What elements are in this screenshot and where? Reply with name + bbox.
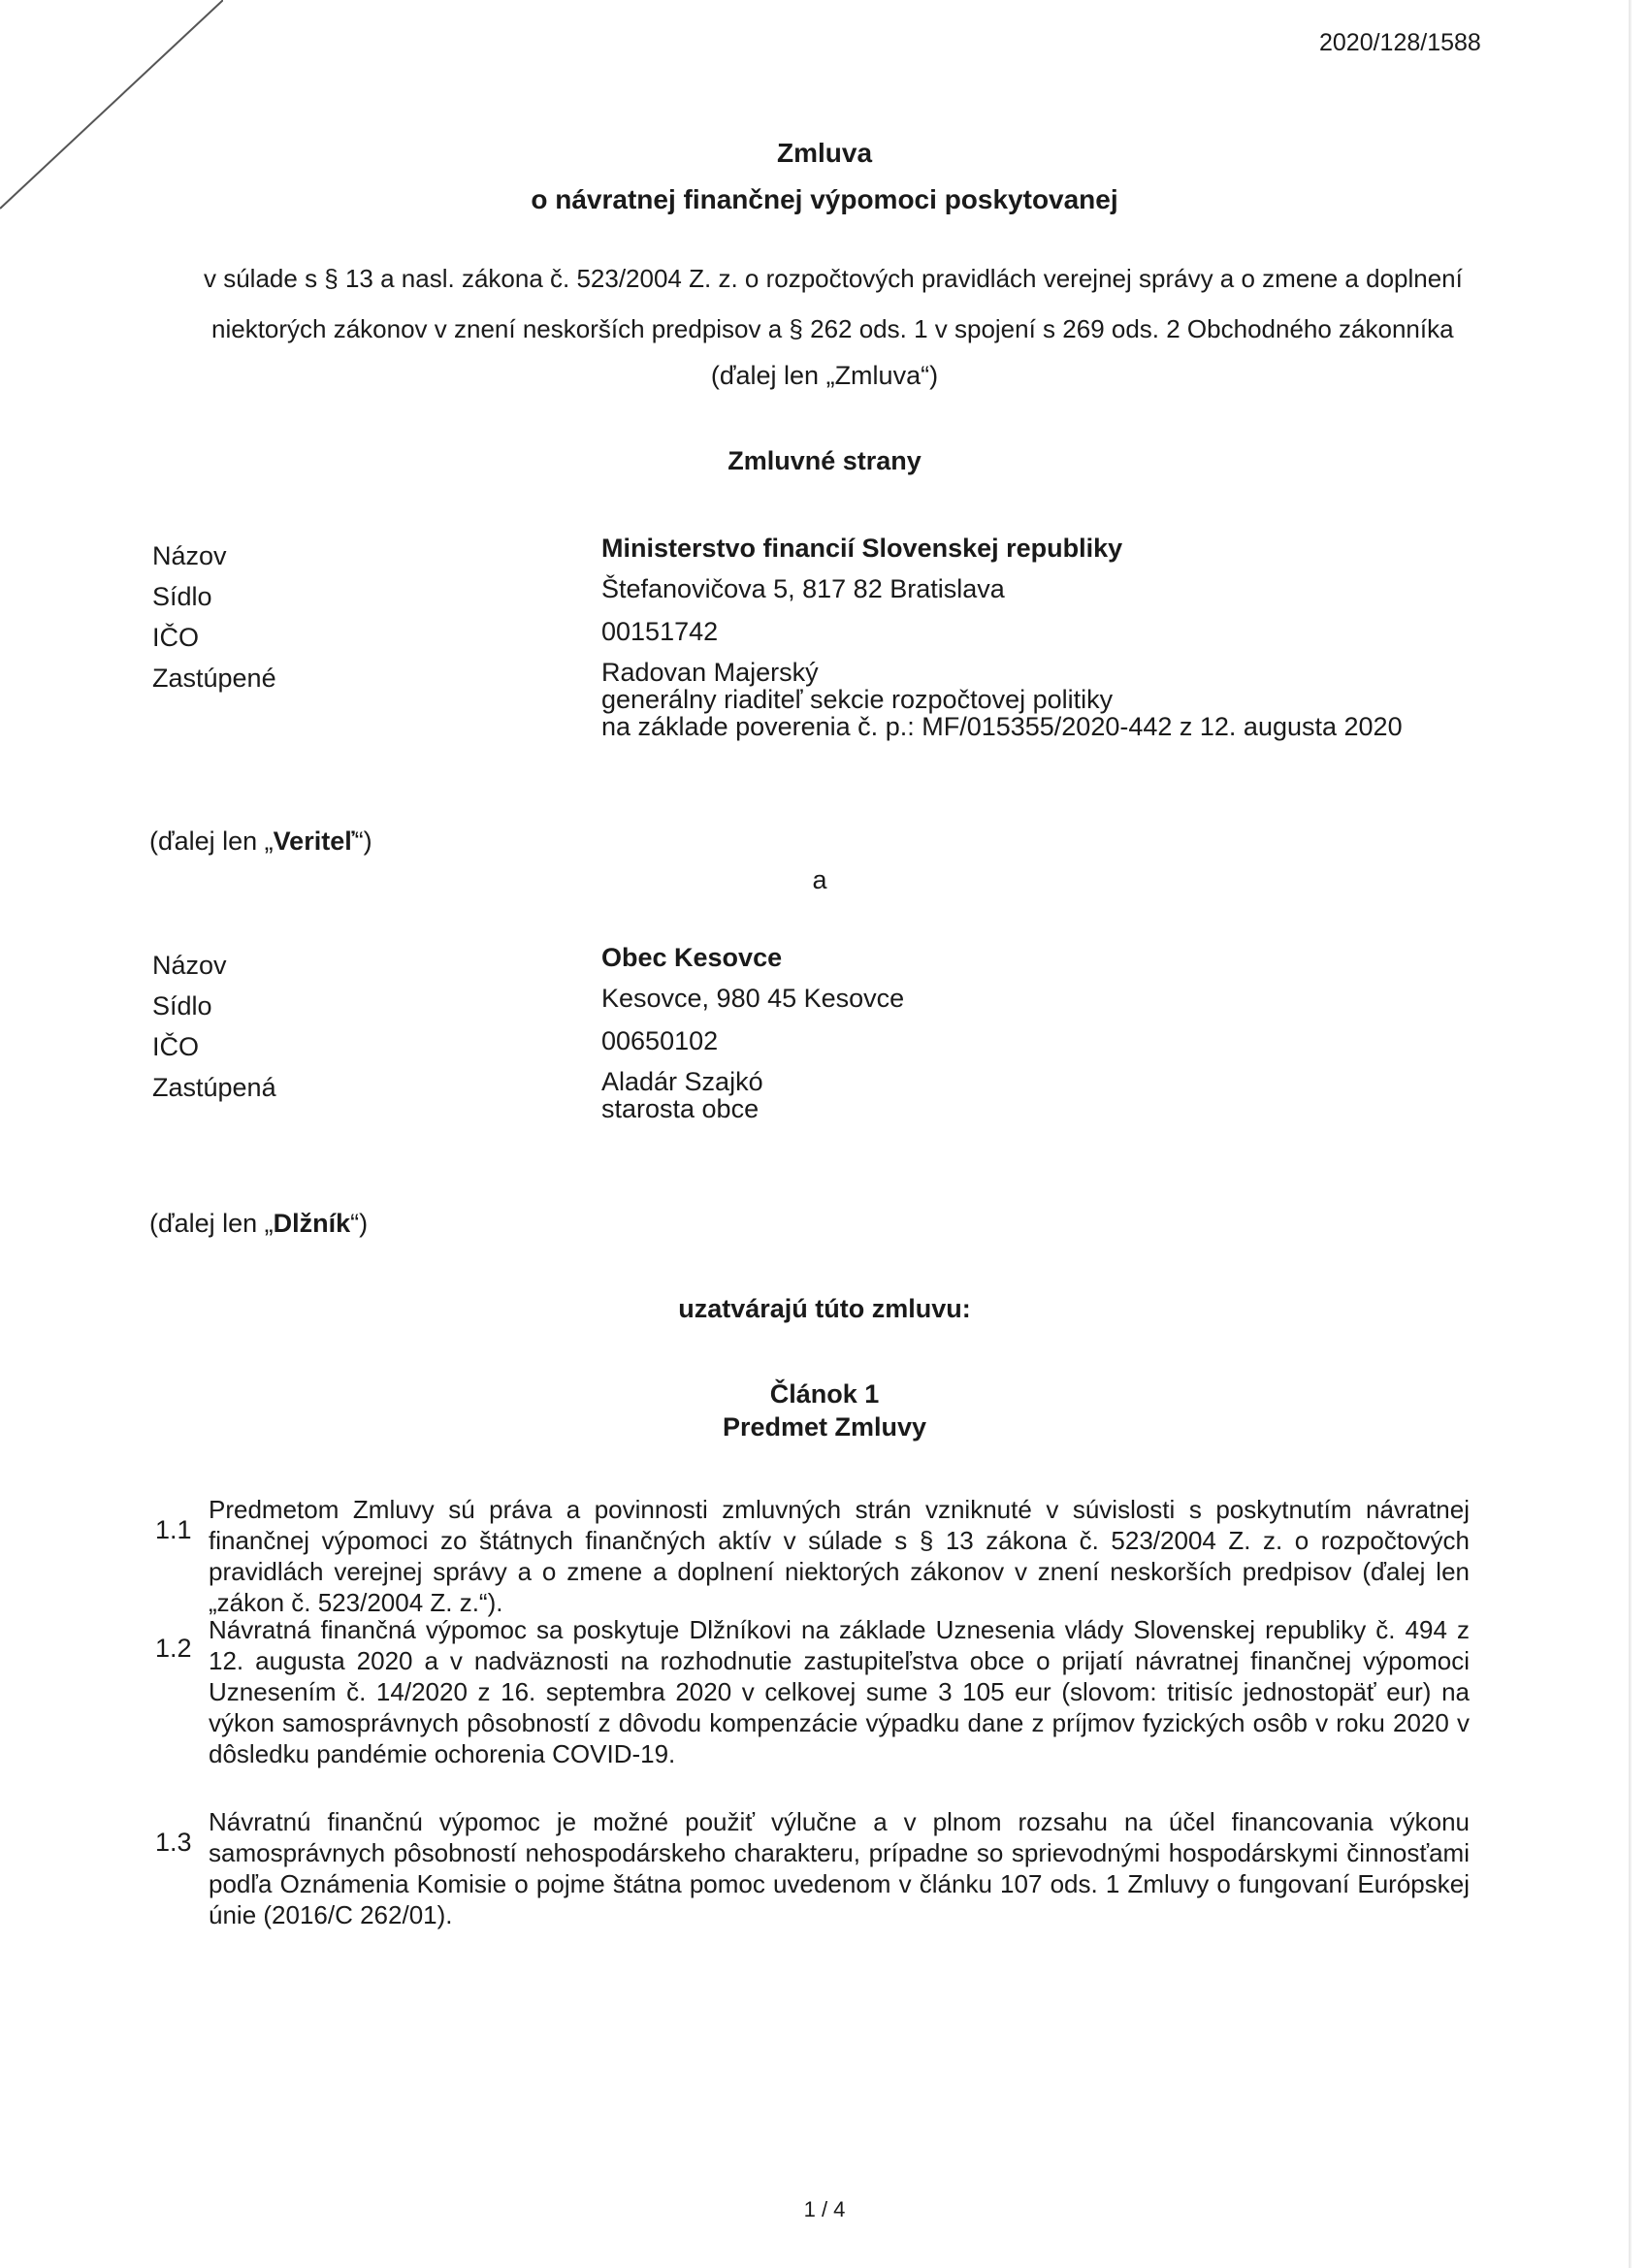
creditor-rep-mandate: na základe poverenia č. p.: MF/015355/2020-442 z 12. augusta 2020 (601, 712, 1403, 741)
dalej-veritel: (ďalej len „Veriteľ“) (149, 826, 372, 856)
paragraph-text: Návratná finančná výpomoc sa poskytuje Dlžníkovi na základe Uznesenia vlády Slovenskej republiky č. 494 z 12. augusta 2020 a v nadväznosti na rozhodnutie zastupiteľstva obce o prijatí návratnej finančnej výpomoci Uznesením č. 14/2020 z 16. septembra 2020 v celkovej sume 3 105 eur (slovom: tritisíc jednostopäť eur) na výkon samosprávnych pôsobností z dôvodu kompenzácie výpadku dane z príjmov fyzických osôb v roku 2020 v dôsledku pandémie ochorenia COVID-19. (209, 1615, 1470, 1768)
debtor-name: Obec Kesovce (601, 943, 783, 972)
paragraph-text: Predmetom Zmluvy sú práva a povinnosti zmluvných strán vzniknuté v súvislosti s poskytnutím návratnej finančnej výpomoci zo štátnych finančných aktív v súlade s § 13 zákona č. 523/2004 Z. z. o rozpočtových pravidlách verejnej správy a o zmene a doplnení niektorých zákonov v znení neskorších predpisov (ďalej len „zákon č. 523/2004 Z. z.“). (209, 1495, 1470, 1617)
paragraph-number: 1.2 (155, 1634, 192, 1663)
creditor-label-seat: Sídlo (152, 582, 212, 611)
creditor-label-ico: IČO (152, 623, 200, 652)
creditor-label-name: Názov (152, 541, 227, 570)
article-subtitle: Predmet Zmluvy (722, 1412, 927, 1442)
debtor-label-ico: IČO (152, 1032, 200, 1061)
dalej-dlznik: (ďalej len „Dlžník“) (149, 1209, 369, 1238)
creditor-ico: 00151742 (601, 617, 719, 646)
debtor-rep-role: starosta obce (601, 1094, 760, 1123)
creditor-name: Ministerstvo financií Slovenskej republiky (601, 534, 1123, 563)
scan-edge (1629, 0, 1632, 2268)
concluding-phrase: uzatvárajú túto zmluvu: (678, 1294, 971, 1323)
debtor-ico: 00650102 (601, 1026, 719, 1055)
dalej-zmluva: (ďalej len „Zmluva“) (710, 361, 939, 390)
debtor-label-name: Názov (152, 951, 227, 980)
article-title: Článok 1 (769, 1379, 880, 1409)
folded-corner-mark (0, 0, 223, 213)
paragraph-number: 1.3 (155, 1828, 192, 1857)
paragraph-number: 1.1 (155, 1515, 192, 1544)
creditor-label-rep: Zastúpené (152, 664, 276, 693)
legal-basis-line-2: niektorých zákonov v znení neskorších predpisov a § 262 ods. 1 v spojení s 269 ods. 2 Obchodného zákonníka (211, 314, 1454, 343)
creditor-rep-name: Radovan Majerský (601, 658, 819, 687)
legal-basis-line-1: v súlade s § 13 a nasl. zákona č. 523/2004 Z. z. o rozpočtových pravidlách verejnej správy a o zmene a doplnení (204, 264, 1463, 293)
creditor-address: Štefanovičova 5, 817 82 Bratislava (601, 574, 1005, 603)
conjunction-a: a (812, 865, 827, 894)
contract-title: Zmluva (776, 138, 873, 168)
debtor-label-seat: Sídlo (152, 991, 212, 1021)
debtor-address: Kesovce, 980 45 Kesovce (601, 984, 905, 1013)
page-number: 1 / 4 (803, 2197, 846, 2221)
parties-heading: Zmluvné strany (728, 446, 922, 475)
paragraph-text: Návratnú finančnú výpomoc je možné použiť výlučne a v plnom rozsahu na účel financovania výkonu samosprávnych pôsobností nehospodárskeho charakteru, prípadne so sprievodnými hospodárskymi činnosťami podľa Oznámenia Komisie o pojme štátna pomoc uvedenom v článku 107 ods. 1 Zmluvy o fungovaní Európskej únie (2016/C 262/01). (209, 1807, 1470, 1929)
document-number: 2020/128/1588 (1319, 29, 1481, 56)
contract-subtitle: o návratnej finančnej výpomoci poskytovanej (531, 184, 1118, 214)
creditor-rep-role: generálny riaditeľ sekcie rozpočtovej politiky (601, 685, 1114, 714)
debtor-label-rep: Zastúpená (152, 1073, 276, 1102)
debtor-rep-name: Aladár Szajkó (601, 1067, 763, 1096)
